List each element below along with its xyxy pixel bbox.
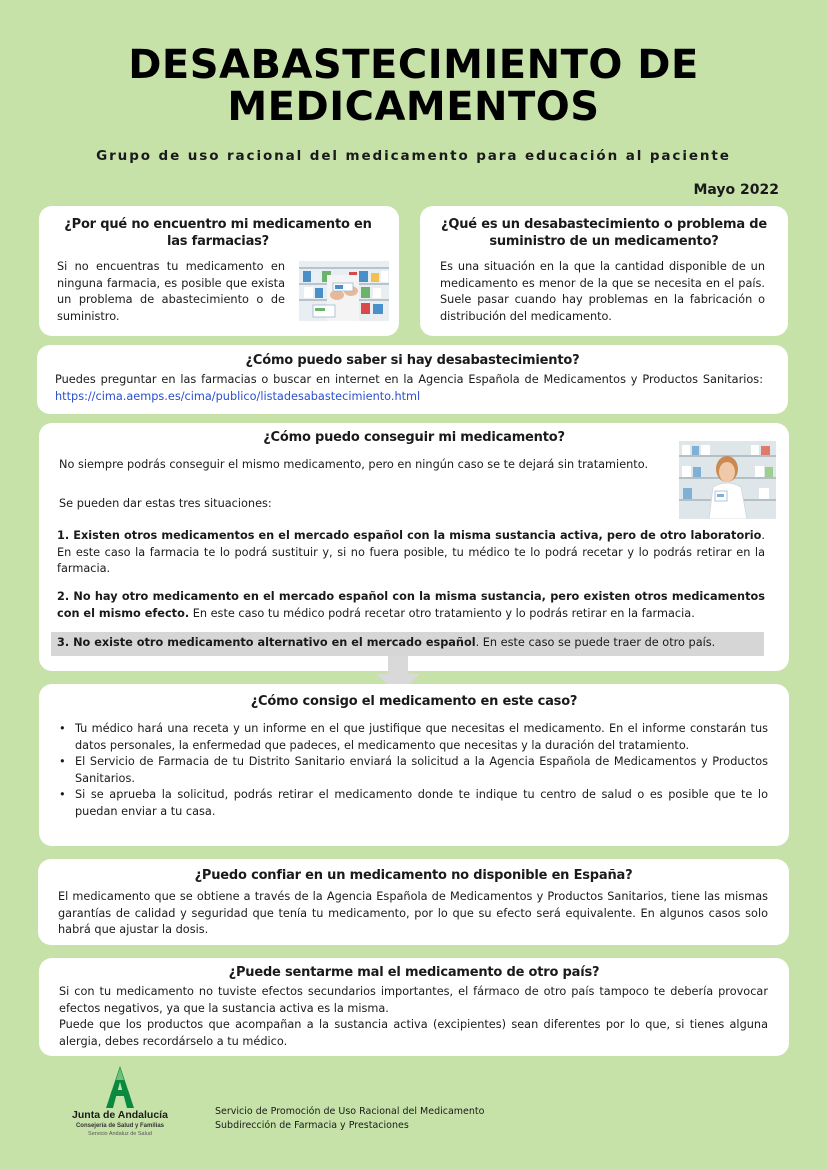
- situation-1-bold: 1. Existen otros medicamentos en el mercado español con la misma sustancia activa, pero de otro laboratorio: [57, 529, 762, 542]
- card-how-to-get: [39, 423, 789, 671]
- situation-3-bold: 3. No existe otro medicamento alternativo en el mercado español: [57, 636, 476, 649]
- steps-list: [59, 721, 768, 820]
- title-line-2: MEDICAMENTOS: [227, 84, 600, 130]
- logo-subtitle-2: Servicio Andaluz de Salud: [88, 1131, 152, 1137]
- card-how-in-this-case: [39, 684, 789, 846]
- card-text: Es una situación en la que la cantidad disponible de un medicamento es menor de la que se necesita en el país. Suele pasar cuando hay problemas en la fabricación o distribución del medicamento.: [440, 260, 765, 323]
- pharmacy-shelf-image: [299, 261, 389, 321]
- subtitle: Grupo de uso racional del medicamento para educación al paciente: [96, 148, 731, 164]
- card-text: [55, 372, 763, 405]
- card-text-paragraph-1: Si con tu medicamento no tuviste efectos secundarios importantes, el fármaco de otro país tampoco te debería provocar efectos negativos, ya que la sustancia activa es la misma.: [59, 985, 768, 1015]
- card-side-effects: [39, 958, 789, 1056]
- bullet-icon: •: [59, 755, 66, 768]
- junta-andalucia-logo: [60, 1066, 180, 1152]
- situations-intro: Se pueden dar estas tres situaciones:: [59, 497, 272, 510]
- card-title: ¿Puedo confiar en un medicamento no disponible en España?: [194, 868, 633, 883]
- situation-2-text: En este caso tu médico podrá recetar otro tratamiento y lo podrás retirar en la farmacia.: [189, 606, 695, 620]
- bullet-icon: •: [59, 722, 66, 735]
- page-title: [0, 44, 827, 128]
- situation-2-bold: 2. No hay otro medicamento en el mercado español con la misma sustancia, pero existen otros medicamentos con el mismo efecto.: [57, 590, 765, 620]
- card-trust: [38, 859, 789, 945]
- card-text-body: Puedes preguntar en las farmacias o buscar en internet en la Agencia Española de Medicamentos y Productos Sanitarios:: [55, 373, 763, 386]
- situation-1-text: . En este caso la farmacia te lo podrá sustituir y, si no fuera posible, tu médico te lo podrá recetar y lo podrás retirar en la farmacia.: [57, 529, 765, 575]
- list-item: • El Servicio de Farmacia de tu Distrito Sanitario enviará la solicitud a la Agencia Española de Medicamentos y Productos Sanitarios.: [59, 755, 768, 785]
- footer-credits: [215, 1105, 484, 1133]
- situation-3-highlight: [51, 632, 764, 656]
- aemps-shortage-link[interactable]: https://cima.aemps.es/cima/publico/listadesabastecimiento.html: [55, 389, 421, 403]
- footer-line-1: Servicio de Promoción de Uso Racional del Medicamento: [215, 1106, 485, 1117]
- card-title: ¿Cómo puedo saber si hay desabastecimiento?: [245, 353, 580, 368]
- card-title: ¿Cómo consigo el medicamento en este caso?: [250, 694, 578, 709]
- card-what-is-shortage: [420, 206, 788, 336]
- card-title: ¿Cómo puedo conseguir mi medicamento?: [263, 430, 565, 445]
- footer-line-2: Subdirección de Farmacia y Prestaciones: [215, 1120, 409, 1131]
- situation-1: [57, 528, 765, 578]
- card-text-paragraph-2: Puede que los productos que acompañan a la sustancia activa (excipientes) sean diferentes por lo que, si tienes alguna alergia, debes recordárselo a tu médico.: [59, 1018, 768, 1048]
- card-text: Si no encuentras tu medicamento en ninguna farmacia, es posible que exista un problema de abastecimiento o de suministro.: [57, 260, 285, 323]
- list-item: • Si se aprueba la solicitud, podrás retirar el medicamento donde te indique tu centro de salud o es posible que te lo puedan enviar a tu casa.: [59, 788, 768, 818]
- andalucia-a-icon: [100, 1066, 140, 1108]
- publication-date: Mayo 2022: [693, 182, 779, 198]
- pharmacist-image: [679, 441, 776, 519]
- card-title: ¿Por qué no encuentro mi medicamento en las farmacias?: [64, 217, 372, 249]
- logo-name: Junta de Andalucía: [72, 1109, 168, 1121]
- card-title: ¿Puede sentarme mal el medicamento de otro país?: [228, 965, 600, 980]
- card-title: ¿Qué es un desabastecimiento o problema de suministro de un medicamento?: [441, 217, 767, 249]
- title-line-1: DESABASTECIMIENTO DE: [128, 42, 699, 88]
- card-why-not-found: [39, 206, 399, 336]
- card-text: [59, 984, 768, 1050]
- situation-2: [57, 589, 765, 622]
- list-item: • Tu médico hará una receta y un informe en el que justifique que necesitas el medicamento. En el informe constarán tus datos personales, la enfermedad que padeces, el medicamento que necesitas y la duración del tratamiento.: [59, 722, 768, 752]
- bullet-icon: •: [59, 788, 66, 801]
- intro-paragraph: No siempre podrás conseguir el mismo medicamento, pero en ningún caso se te dejará sin tratamiento.: [59, 458, 649, 471]
- logo-subtitle: Consejería de Salud y Familias: [75, 1123, 165, 1129]
- card-text: El medicamento que se obtiene a través de la Agencia Española de Medicamentos y Productos Sanitarios, tiene las mismas garantías de calidad y seguridad que tenía tu medicamento, por lo que su efecto será equivalente. En algunos casos solo habrá que ajustar la dosis.: [58, 890, 768, 936]
- card-how-to-know: [37, 345, 788, 414]
- situation-3-text: . En este caso se puede traer de otro país.: [475, 636, 716, 649]
